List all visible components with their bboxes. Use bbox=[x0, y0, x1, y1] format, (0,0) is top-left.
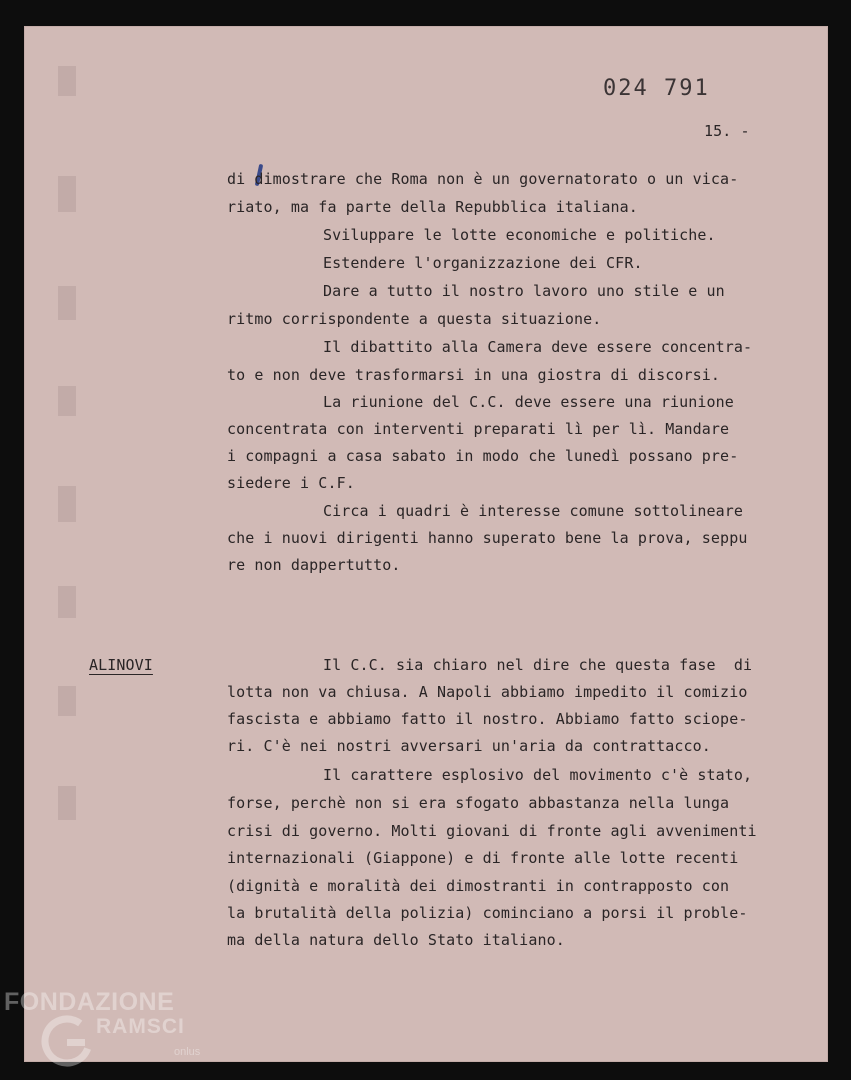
text-line: di dimostrare che Roma non è un governatorato o un vica- bbox=[227, 170, 739, 188]
text-line: riato, ma fa parte della Repubblica italiana. bbox=[227, 198, 638, 216]
faded-stamp-marks bbox=[54, 46, 82, 926]
text-line: ritmo corrispondente a questa situazione. bbox=[227, 310, 602, 328]
text-line: Dare a tutto il nostro lavoro uno stile e un bbox=[323, 282, 725, 300]
text-line: to e non deve trasformarsi in una giostra di discorsi. bbox=[227, 366, 721, 384]
text-line: concentrata con interventi preparati lì per lì. Mandare bbox=[227, 420, 730, 438]
text-line: lotta non va chiusa. A Napoli abbiamo impedito il comizio bbox=[227, 683, 748, 701]
watermark-line2: RAMSCI bbox=[96, 1015, 185, 1038]
text-line: re non dappertutto. bbox=[227, 556, 401, 574]
text-line: Il carattere esplosivo del movimento c'è stato, bbox=[323, 766, 753, 784]
text-line: Sviluppare le lotte economiche e politiche. bbox=[323, 226, 716, 244]
watermark-line3: onlus bbox=[174, 1046, 201, 1058]
speaker-name: ALINOVI bbox=[89, 656, 153, 674]
text-line: Il C.C. sia chiaro nel dire che questa fase di bbox=[323, 656, 753, 674]
text-line: fascista e abbiamo fatto il nostro. Abbiamo fatto sciope- bbox=[227, 710, 748, 728]
document-page bbox=[24, 26, 828, 1062]
archive-number: 024 791 bbox=[603, 76, 710, 101]
text-line: Il dibattito alla Camera deve essere concentra- bbox=[323, 338, 753, 356]
text-line: ma della natura dello Stato italiano. bbox=[227, 931, 565, 949]
text-line: (dignità e moralità dei dimostranti in contrapposto con bbox=[227, 877, 730, 895]
text-line: Estendere l'organizzazione dei CFR. bbox=[323, 254, 643, 272]
text-line: forse, perchè non si era sfogato abbastanza nella lunga bbox=[227, 794, 730, 812]
page-number: 15. - bbox=[704, 122, 750, 140]
watermark-line1: FONDAZIONE bbox=[4, 988, 175, 1016]
text-line: che i nuovi dirigenti hanno superato bene la prova, seppu bbox=[227, 529, 748, 547]
text-line: i compagni a casa sabato in modo che lunedì possano pre- bbox=[227, 447, 739, 465]
text-line: la brutalità della polizia) cominciano a porsi il proble- bbox=[227, 904, 748, 922]
text-line: Circa i quadri è interesse comune sottolineare bbox=[323, 502, 744, 520]
gramsci-g-logo-icon bbox=[38, 1012, 96, 1070]
fondazione-gramsci-watermark bbox=[4, 988, 224, 1080]
text-line: La riunione del C.C. deve essere una riunione bbox=[323, 393, 734, 411]
text-line: ri. C'è nei nostri avversari un'aria da contrattacco. bbox=[227, 737, 711, 755]
text-line: siedere i C.F. bbox=[227, 474, 355, 492]
text-line: crisi di governo. Molti giovani di fronte agli avvenimenti bbox=[227, 822, 757, 840]
text-line: internazionali (Giappone) e di fronte alle lotte recenti bbox=[227, 849, 739, 867]
